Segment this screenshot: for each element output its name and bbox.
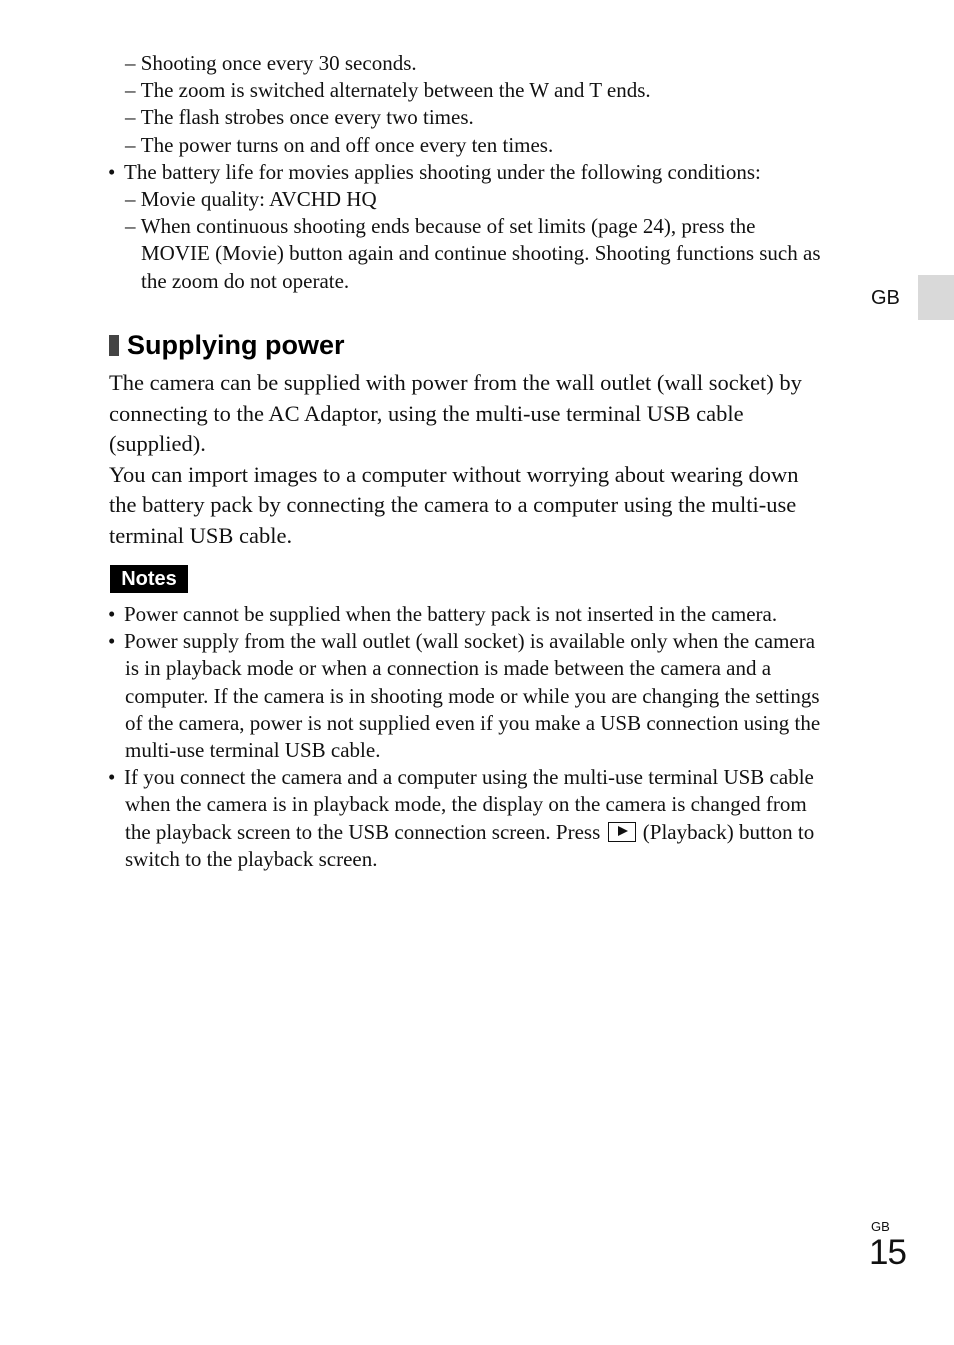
note-continuation [108, 819, 820, 846]
list-item: – The power turns on and off once every ten times. [125, 132, 554, 157]
list-item-text: The zoom is switched alternately between the W and T ends. [140, 78, 651, 103]
note-text: Power supply from the wall outlet (wall socket) is available only when the camera [124, 629, 816, 654]
list-item-continuation [108, 268, 821, 295]
movie-conditions-list [108, 159, 821, 295]
note-continuation: of the camera, power is not supplied even if you make a USB connection using the [125, 710, 821, 735]
language-tab-label: GB [871, 287, 900, 309]
list-item-text: The power turns on and off once every ten times. [140, 132, 554, 157]
paragraph-line: terminal USB cable. [109, 522, 293, 548]
list-item: – The zoom is switched alternately between the W and T ends. [125, 78, 651, 103]
list-item-text: Shooting once every 30 seconds. [140, 51, 417, 75]
page-number: 15 [869, 1233, 906, 1272]
note-text: Power cannot be supplied when the battery pack is not inserted in the camera. [124, 602, 778, 626]
paragraph-line: connecting to the AC Adaptor, using the multi-use terminal USB cable [109, 400, 744, 426]
notes-label: Notes [110, 565, 188, 593]
list-item-text: Movie quality: AVCHD HQ [140, 186, 377, 211]
heading-marker-icon [109, 335, 119, 356]
bullet-item-text: The battery life for movies applies shooting under the following conditions: [124, 159, 761, 184]
section-title: Supplying power [127, 330, 345, 360]
list-item-text: When continuous shooting ends because of set limits (page 24), press the [140, 214, 756, 239]
list-item-text: MOVIE (Movie) button again and continue shooting. Shooting functions such as [141, 241, 821, 266]
note-item: • If you connect the camera and a computer using the multi-use terminal USB cable [108, 765, 814, 790]
note-continuation: computer. If the camera is in shooting mode or while you are changing the settings [125, 683, 820, 708]
note-text: If you connect the camera and a computer using the multi-use terminal USB cable [124, 765, 814, 790]
note-item: • Power cannot be supplied when the battery pack is not inserted in the camera. [108, 602, 778, 626]
language-tab [918, 275, 954, 320]
paragraph-line: You can import images to a computer without worrying about wearing down [109, 461, 799, 487]
note-continuation: is in playback mode or when a connection is made between the camera and a [125, 656, 772, 681]
note-item: • Power supply from the wall outlet (wall socket) is available only when the camera [108, 629, 816, 654]
list-item: – Movie quality: AVCHD HQ [125, 186, 377, 211]
list-item: – When continuous shooting ends because of set limits (page 24), press the [125, 214, 756, 239]
paragraph-line: (supplied). [109, 431, 206, 456]
section-heading [109, 327, 345, 363]
note-continuation: switch to the playback screen. [125, 846, 378, 871]
page-language-code: GB [871, 1219, 890, 1234]
note-continuation: multi-use terminal USB cable. [125, 737, 381, 762]
section-body [109, 368, 802, 551]
note-text: (Playback) button to [642, 819, 815, 844]
paragraph-line: the battery pack by connecting the camera to a computer using the multi-use [109, 492, 797, 517]
battery-conditions-list [125, 50, 651, 159]
list-item-text: the zoom do not operate. [141, 268, 350, 293]
list-item-text: The flash strobes once every two times. [140, 105, 474, 130]
note-text: the playback screen to the USB connection screen. Press [125, 819, 601, 844]
paragraph-line: The camera can be supplied with power from the wall outlet (wall socket) by [109, 370, 802, 395]
note-continuation: when the camera is in playback mode, the display on the camera is changed from [125, 792, 807, 817]
list-item: – Shooting once every 30 seconds. [125, 51, 417, 75]
list-item-continuation [108, 240, 821, 267]
playback-icon [608, 822, 636, 842]
notes-list [108, 601, 820, 873]
list-item: – The flash strobes once every two times. [125, 105, 474, 130]
bullet-item: • The battery life for movies applies shooting under the following conditions: [108, 159, 761, 184]
